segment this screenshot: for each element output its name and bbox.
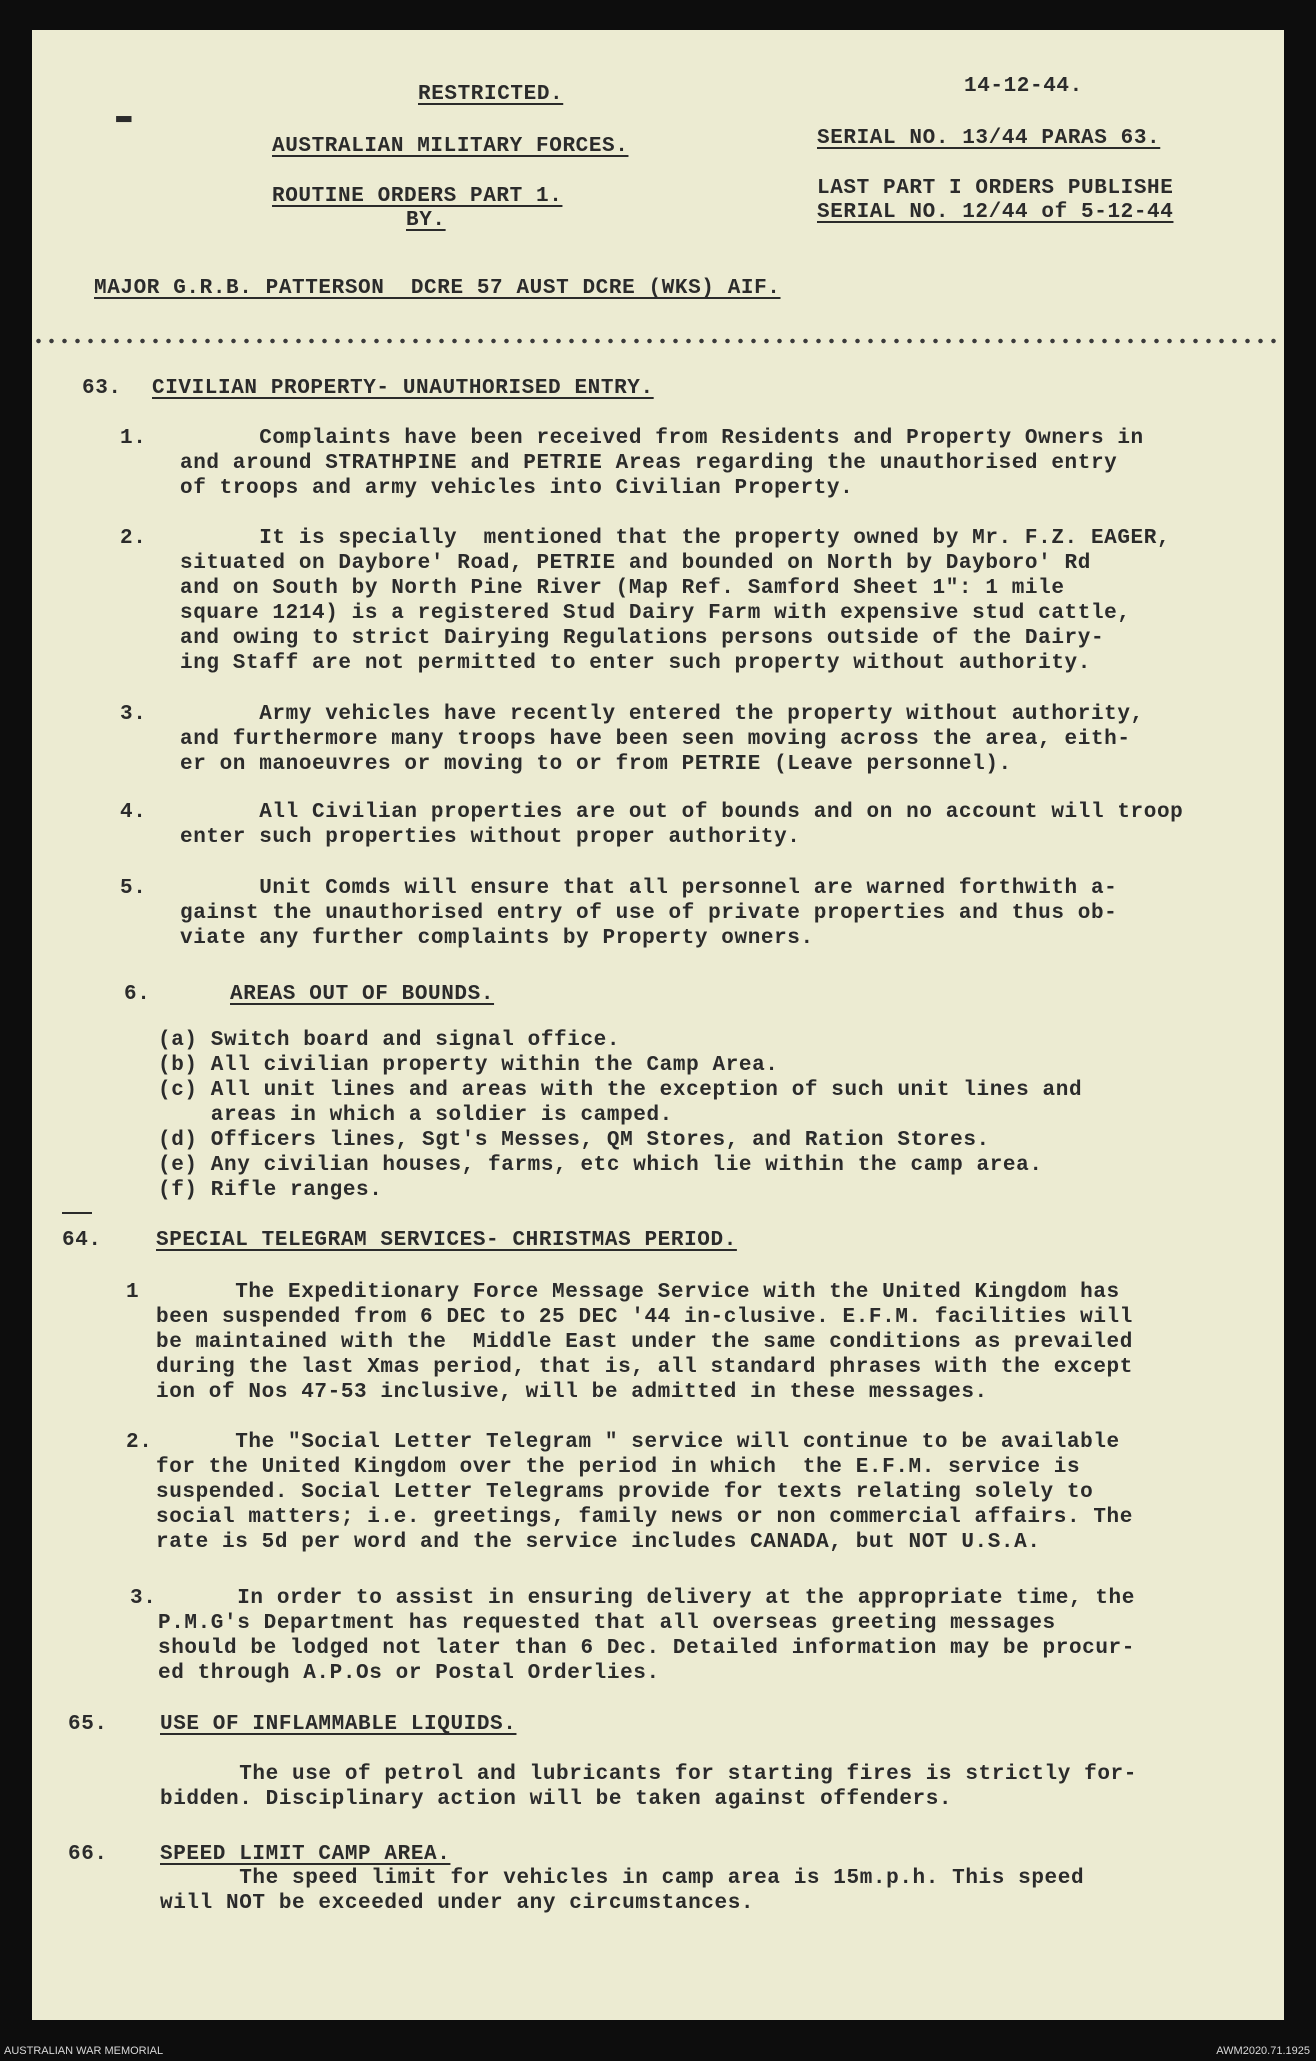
text-line: The Expeditionary Force Message Service with the United Kingdom has <box>156 1281 1120 1304</box>
text-line: viate any further complaints by Property owners. <box>180 927 814 950</box>
out-of-bounds-list <box>158 1028 1082 1203</box>
list-item: (d) Officers lines, Sgt's Messes, QM Stores, and Ration Stores. <box>158 1129 990 1152</box>
text-line: The speed limit for vehicles in camp area is 15m.p.h. This speed <box>160 1867 1085 1890</box>
text-line: enter such properties without proper authority. <box>180 826 801 849</box>
para-63-6-number: 6. <box>124 983 151 1006</box>
forces-heading: AUSTRALIAN MILITARY FORCES. <box>272 135 629 158</box>
text-line: er on manoeuvres or moving to or from PETRIE (Leave personnel). <box>180 753 1012 776</box>
para-64-3 <box>158 1586 1135 1686</box>
text-line: square 1214) is a registered Stud Dairy Farm with expensive stud cattle, <box>180 602 1131 625</box>
last-part-line1: LAST PART I ORDERS PUBLISHE <box>817 177 1174 200</box>
list-item: (a) Switch board and signal office. <box>158 1029 621 1052</box>
section-63-title: CIVILIAN PROPERTY- UNAUTHORISED ENTRY. <box>152 377 654 400</box>
text-line: bidden. Disciplinary action will be taken against offenders. <box>160 1788 953 1811</box>
list-item: areas in which a soldier is camped. <box>158 1104 673 1127</box>
routine-orders-heading: ROUTINE ORDERS PART 1. <box>272 185 563 208</box>
text-line: during the last Xmas period, that is, all standard phrases with the except <box>156 1356 1133 1379</box>
text-line: P.M.G's Department has requested that all overseas greeting messages <box>158 1612 1056 1635</box>
text-line: ing Staff are not permitted to enter such property without authority. <box>180 652 1091 675</box>
list-item: (e) Any civilian houses, farms, etc which lie within the camp area. <box>158 1154 1043 1177</box>
text-line: and furthermore many troops have been seen moving across the area, eith- <box>180 728 1131 751</box>
list-item: (f) Rifle ranges. <box>158 1179 383 1202</box>
document-page <box>32 30 1284 2020</box>
text-line: Complaints have been received from Residents and Property Owners in <box>180 427 1144 450</box>
restricted-marking: RESTRICTED. <box>418 83 564 106</box>
footer-archive-name: AUSTRALIAN WAR MEMORIAL <box>4 2045 164 2057</box>
ink-mark: ▬ <box>116 101 133 131</box>
margin-dash <box>62 1212 92 1214</box>
text-line: rate is 5d per word and the service includes CANADA, but NOT U.S.A. <box>156 1531 1041 1554</box>
para-63-4-number: 4. <box>120 801 147 824</box>
para-63-2 <box>180 526 1170 676</box>
text-line: and around STRATHPINE and PETRIE Areas regarding the unauthorised entry <box>180 452 1118 475</box>
text-line: The use of petrol and lubricants for starting fires is strictly for- <box>160 1763 1137 1786</box>
para-65 <box>160 1762 1137 1812</box>
para-64-2 <box>156 1430 1133 1555</box>
text-line: situated on Daybore' Road, PETRIE and bounded on North by Dayboro' Rd <box>180 552 1091 575</box>
text-line: The "Social Letter Telegram " service will continue to be available <box>156 1431 1120 1454</box>
footer-archive-id: AWM2020.71.1925 <box>1216 2045 1310 2057</box>
text-line: been suspended from 6 DEC to 25 DEC '44 in-clusive. E.F.M. facilities will <box>156 1306 1133 1329</box>
last-part-line2: SERIAL NO. 12/44 of 5-12-44 <box>817 201 1174 224</box>
para-64-3-number: 3. <box>130 1587 157 1610</box>
text-line: social matters; i.e. greetings, family news or non commercial affairs. The <box>156 1506 1133 1529</box>
section-65-number: 65. <box>68 1713 108 1736</box>
section-64-title: SPECIAL TELEGRAM SERVICES- CHRISTMAS PERIOD. <box>156 1229 737 1252</box>
para-63-5-number: 5. <box>120 877 147 900</box>
text-line: and owing to strict Dairying Regulations persons outside of the Dairy- <box>180 627 1105 650</box>
section-63-number: 63. <box>82 377 122 400</box>
by-heading: BY. <box>406 209 446 232</box>
text-line: be maintained with the Middle East under the same conditions as prevailed <box>156 1331 1133 1354</box>
text-line: of troops and army vehicles into Civilian Property. <box>180 477 854 500</box>
para-63-1-number: 1. <box>120 427 147 450</box>
para-64-1 <box>156 1280 1133 1405</box>
text-line: suspended. Social Letter Telegrams provide for texts relating solely to <box>156 1481 1094 1504</box>
para-63-1 <box>180 426 1144 501</box>
serial-number: SERIAL NO. 13/44 PARAS 63. <box>817 127 1161 150</box>
order-date: 14-12-44. <box>964 75 1083 98</box>
text-line: should be lodged not later than 6 Dec. Detailed information may be procur- <box>158 1637 1135 1660</box>
dotted-separator <box>32 338 1284 344</box>
para-64-1-number: 1 <box>126 1281 140 1304</box>
text-line: for the United Kingdom over the period in which the E.F.M. service is <box>156 1456 1081 1479</box>
officer-line: MAJOR G.R.B. PATTERSON DCRE 57 AUST DCRE (WKS) AIF. <box>94 277 781 300</box>
section-64-number: 64. <box>62 1229 102 1252</box>
para-63-5 <box>180 876 1117 951</box>
section-65-title: USE OF INFLAMMABLE LIQUIDS. <box>160 1713 517 1736</box>
list-item: (c) All unit lines and areas with the exception of such unit lines and <box>158 1079 1083 1102</box>
para-63-2-number: 2. <box>120 527 147 550</box>
para-64-2-number: 2. <box>126 1431 153 1454</box>
text-line: In order to assist in ensuring delivery at the appropriate time, the <box>158 1587 1135 1610</box>
text-line: gainst the unauthorised entry of use of private properties and thus ob- <box>180 902 1118 925</box>
para-63-6-title: AREAS OUT OF BOUNDS. <box>230 983 495 1006</box>
text-line: Army vehicles have recently entered the property without authority, <box>180 703 1144 726</box>
text-line: ed through A.P.Os or Postal Orderlies. <box>158 1662 660 1685</box>
list-item: (b) All civilian property within the Camp Area. <box>158 1054 779 1077</box>
text-line: It is specially mentioned that the property owned by Mr. F.Z. EAGER, <box>180 527 1171 550</box>
para-66 <box>160 1866 1084 1916</box>
para-63-3 <box>180 702 1144 777</box>
para-63-3-number: 3. <box>120 703 147 726</box>
text-line: and on South by North Pine River (Map Ref. Samford Sheet 1": 1 mile <box>180 577 1065 600</box>
section-66-title: SPEED LIMIT CAMP AREA. <box>160 1843 451 1866</box>
para-63-4 <box>180 800 1183 850</box>
text-line: Unit Comds will ensure that all personnel are warned forthwith a- <box>180 877 1118 900</box>
section-66-number: 66. <box>68 1843 108 1866</box>
text-line: All Civilian properties are out of bounds and on no account will troop <box>180 801 1184 824</box>
text-line: ion of Nos 47-53 inclusive, will be admitted in these messages. <box>156 1381 988 1404</box>
text-line: will NOT be exceeded under any circumstances. <box>160 1892 755 1915</box>
